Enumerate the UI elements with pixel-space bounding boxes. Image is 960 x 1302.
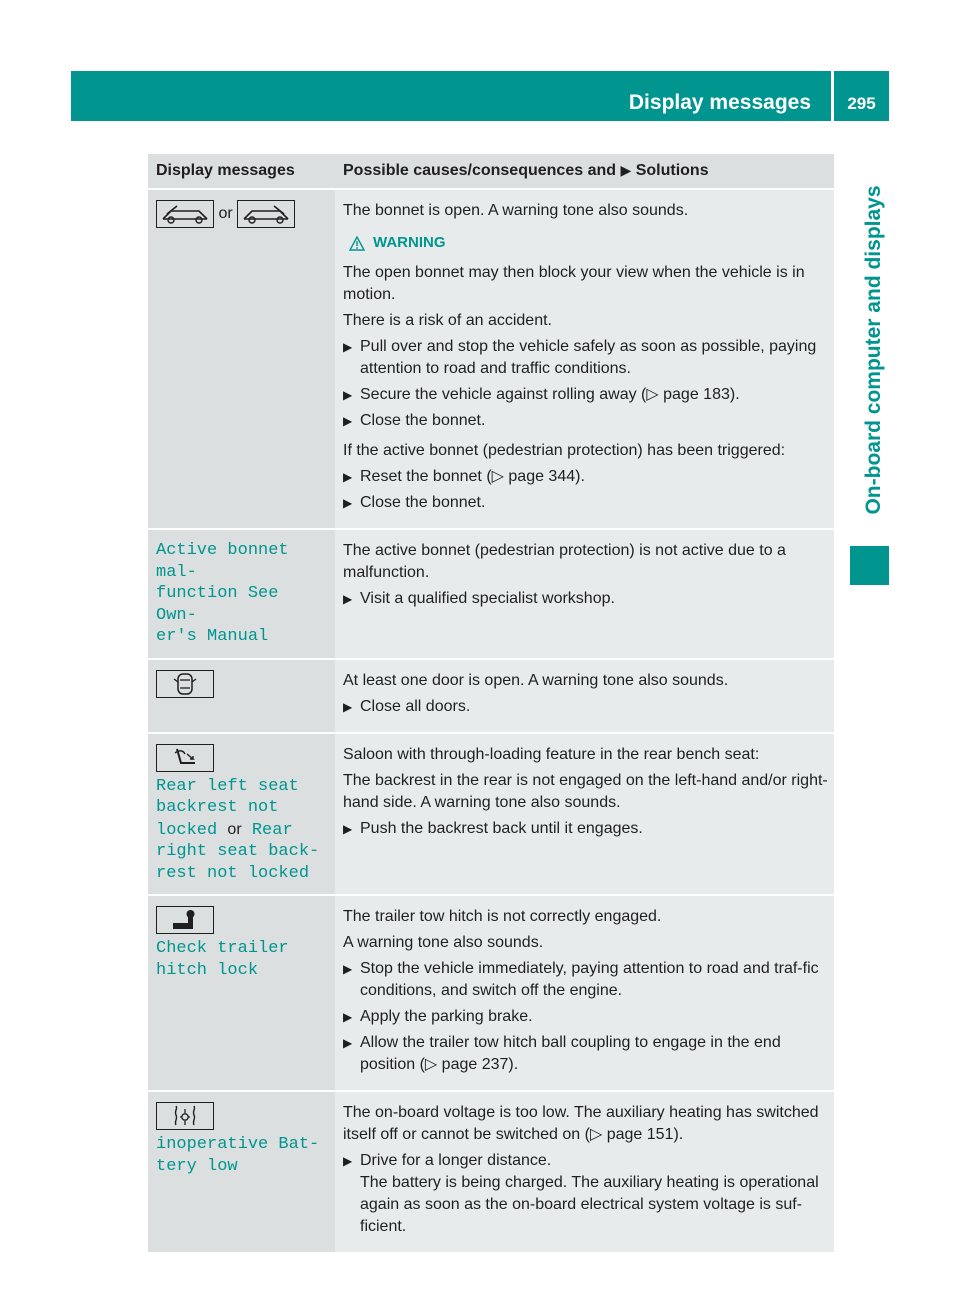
door-open-icon <box>156 670 214 698</box>
message-cell <box>148 529 335 659</box>
solution-step <box>343 466 828 488</box>
step-text: Secure the vehicle against rolling away (▷ page 183). <box>360 386 740 403</box>
solution-cell <box>335 1091 834 1252</box>
col-header-causes: Possible causes/consequences and <box>343 162 617 179</box>
cause-text: The backrest in the rear is not engaged on the left-hand and/or right-hand side. A warning tone also sounds. <box>343 771 828 811</box>
triangle-right-icon: ▶ <box>343 1010 353 1024</box>
message-cell <box>148 1091 335 1252</box>
table-row <box>148 895 834 1091</box>
solution-cell <box>335 895 834 1091</box>
display-message-text <box>156 938 327 981</box>
message-line: function See Own- <box>156 584 279 625</box>
cause-text: A warning tone also sounds. <box>343 934 544 951</box>
page-number: 295 <box>847 94 876 113</box>
triangle-right-icon: ▶ <box>343 470 353 484</box>
table-row <box>148 189 834 529</box>
bonnet-open-icon <box>156 200 214 228</box>
message-cell <box>148 895 335 1091</box>
message-cell <box>148 659 335 733</box>
display-messages-table <box>148 154 834 1252</box>
triangle-right-icon: ▶ <box>343 699 353 714</box>
message-line: er's Manual <box>156 627 269 646</box>
solution-cell <box>335 189 834 529</box>
solution-cell <box>335 529 834 659</box>
col-header-solutions <box>335 154 834 189</box>
warning-text: The open bonnet may then block your view when the vehicle is in motion. <box>343 264 805 303</box>
solution-step <box>343 1032 828 1076</box>
triangle-right-icon: ▶ <box>343 414 353 428</box>
triangle-right-icon: ▶ <box>343 1154 353 1168</box>
solution-cell <box>335 733 834 896</box>
triangle-right-icon: ▶ <box>620 162 632 178</box>
solution-step <box>343 1150 828 1238</box>
condition-text: If the active bonnet (pedestrian protection) has been triggered: <box>343 442 786 459</box>
message-line: right seat back- <box>156 842 320 861</box>
cause-text: The trailer tow hitch is not correctly engaged. <box>343 908 662 925</box>
table-row <box>148 733 834 896</box>
warning-label: WARNING <box>373 234 446 251</box>
cause-text: The on-board voltage is too low. The auxiliary heating has switched itself off or cannot be switched on (▷ page 151). <box>343 1104 819 1143</box>
solution-cell <box>335 659 834 733</box>
step-text: Visit a qualified specialist workshop. <box>360 590 615 607</box>
trailer-hitch-icon <box>156 906 214 934</box>
message-line-part: locked <box>156 820 218 840</box>
message-line: inoperative Bat- <box>156 1135 320 1154</box>
step-text: Close the bonnet. <box>360 412 486 429</box>
cause-text: The active bonnet (pedestrian protection) is not active due to a malfunction. <box>343 542 786 581</box>
message-cell <box>148 733 335 896</box>
step-text: Pull over and stop the vehicle safely as soon as possible, paying attention to road and traffic conditions. <box>360 338 817 377</box>
step-text: Allow the trailer tow hitch ball coupling to engage in the end position (▷ page 237). <box>360 1034 781 1073</box>
or-text: or <box>227 820 242 838</box>
triangle-right-icon: ▶ <box>343 340 353 354</box>
solution-step <box>343 384 828 406</box>
table-row <box>148 659 834 733</box>
message-line: rest not locked <box>156 863 310 883</box>
bonnet-open-icon-alt <box>237 200 295 228</box>
message-line: backrest not <box>156 798 279 817</box>
triangle-right-icon: ▶ <box>343 388 353 402</box>
cause-text: Saloon with through-loading feature in the rear bench seat: <box>343 745 760 763</box>
or-text: or <box>218 205 233 223</box>
solution-step <box>343 492 828 514</box>
step-text: Apply the parking brake. <box>360 1008 533 1025</box>
triangle-right-icon: ▶ <box>343 962 353 976</box>
step-text: Push the backrest back until it engages. <box>360 819 643 837</box>
step-result-text: The battery is being charged. The auxiliary heating is operational again as soon as the on-board electrical system voltage is suf-ficient. <box>360 1174 819 1235</box>
message-line: Active bonnet mal- <box>156 541 289 582</box>
side-tab-label: On-board computer and displays <box>862 185 885 515</box>
step-text: Close the bonnet. <box>360 494 486 511</box>
triangle-right-icon: ▶ <box>343 821 353 836</box>
warning-box <box>349 232 828 254</box>
solution-step <box>343 410 828 432</box>
cause-text: The bonnet is open. A warning tone also sounds. <box>343 202 689 219</box>
page-header-title: Display messages <box>628 91 811 114</box>
message-line: tery low <box>156 1156 238 1176</box>
solution-step <box>343 1006 828 1028</box>
message-line: hitch lock <box>156 960 259 980</box>
col-header-solutions-label: Solutions <box>635 162 709 179</box>
seat-backrest-icon <box>156 744 214 772</box>
warning-triangle-icon <box>349 236 365 251</box>
risk-text: There is a risk of an accident. <box>343 312 552 329</box>
step-text: Close all doors. <box>360 697 471 715</box>
message-line: Check trailer <box>156 939 289 958</box>
message-cell <box>148 189 335 529</box>
message-line <box>156 819 327 842</box>
step-text: Stop the vehicle immediately, paying attention to road and traf-fic conditions, and switch off the engine. <box>360 960 819 999</box>
display-message-text <box>156 776 327 885</box>
table-row <box>148 529 834 659</box>
message-line: Rear left seat <box>156 776 299 796</box>
solution-step <box>343 336 828 380</box>
side-tab-marker <box>850 546 889 585</box>
table-row <box>148 1091 834 1252</box>
triangle-right-icon: ▶ <box>343 1036 353 1050</box>
display-message-text <box>156 540 327 648</box>
triangle-right-icon: ▶ <box>343 592 353 606</box>
step-text: Reset the bonnet (▷ page 344). <box>360 468 585 485</box>
triangle-right-icon: ▶ <box>343 496 353 510</box>
auxiliary-heating-icon <box>156 1102 214 1130</box>
solution-step <box>343 958 828 1002</box>
col-header-display-messages: Display messages <box>148 154 335 189</box>
display-message-text <box>156 1134 327 1177</box>
step-text-line: Drive for a longer distance. <box>360 1152 552 1169</box>
step-text <box>360 1150 828 1238</box>
table-header-row <box>148 154 834 189</box>
solution-step <box>343 588 828 610</box>
solution-step <box>343 818 828 840</box>
solution-step <box>343 696 828 718</box>
cause-text: At least one door is open. A warning tone also sounds. <box>343 671 729 689</box>
message-line-part: Rear <box>251 820 293 840</box>
